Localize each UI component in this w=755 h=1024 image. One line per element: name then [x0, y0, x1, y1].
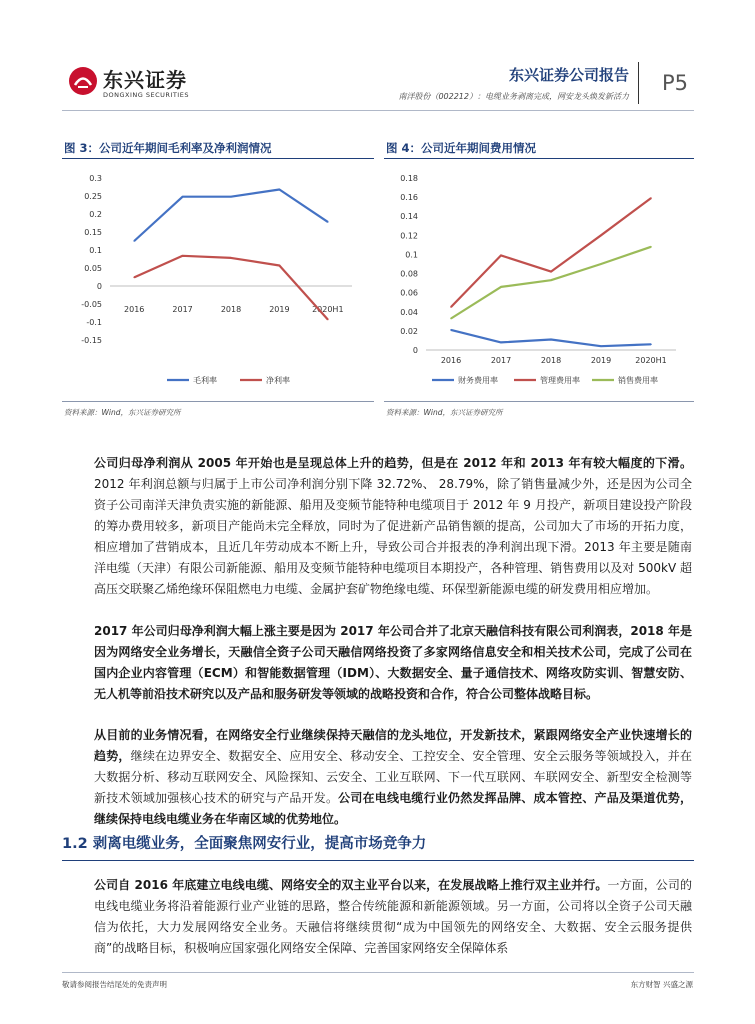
legend-label: 净利率 — [266, 376, 290, 385]
series-point-财务费用率 — [550, 339, 552, 341]
series-point-净利率 — [133, 277, 135, 279]
section-heading: 1.2 剥离电缆业务，全面聚焦网安行业，提高市场竞争力 — [62, 836, 427, 852]
series-point-毛利率 — [230, 196, 232, 198]
footer-disclaimer: 敬请参阅报告结尾处的免责声明 — [62, 980, 167, 989]
series-point-销售费用率 — [650, 246, 652, 248]
x-tick-label: 2020H1 — [312, 305, 344, 314]
legend-label: 毛利率 — [193, 376, 217, 385]
y-tick-label: -0.05 — [81, 300, 102, 309]
y-tick-label: 0.2 — [89, 210, 102, 219]
y-tick-label: 0.18 — [400, 174, 418, 183]
series-point-管理费用率 — [450, 306, 452, 308]
paragraph-4 — [94, 875, 692, 959]
paragraph-2-run-1: 2017 年公司归母净利润大幅上涨主要是因为 2017 年公司合并了北京天融信科技有限公司利润表，2018 年是因为网络安全业务增长，天融信全资子公司天融信网络投资了多家网络信息安全和相关技术公司，完成了公司在国内企业内容管理（ECM）和智能数据管理（IDM）、大数据安全、量子通信技术、网络攻防实训、智慧安防、无人机等前沿技术研究以及产品和服务研发等领域的战略投资和合作，符合公司整体战略目标。 — [94, 624, 692, 701]
figure-3-chart — [62, 166, 374, 396]
figure-3-bottom-rule — [62, 401, 374, 402]
x-tick-label: 2016 — [124, 305, 145, 314]
footer-slogan: 东方财智 兴盛之源 — [630, 980, 693, 989]
series-line-管理费用率 — [451, 198, 651, 307]
figure-4-bottom-rule — [384, 401, 694, 402]
series-point-毛利率 — [133, 240, 135, 242]
company-logo-english: DONGXING SECURITIES — [103, 91, 189, 99]
paragraph-4-run-2: 一方面，公司的电线电缆业务将沿着能源行业产业链的思路，整合传统能源和新能源领域。另一方面，公司将以全资子公司天融信为依托，大力发展网络安全业务。天融信将继续贯彻“成为中国领先的网络安全、大数据、安全云服务提供商”的战略目标，积极响应国家强化网络安全保障、完善国家网络安全保障体系 — [94, 878, 692, 955]
report-subtitle: 南洋股份（002212）：电缆业务剥离完成，网安龙头焕发新活力 — [398, 92, 629, 101]
series-point-毛利率 — [182, 196, 184, 198]
series-point-净利率 — [327, 319, 329, 321]
company-logo-name: 东兴证券 — [103, 68, 187, 92]
x-tick-label: 2019 — [590, 356, 612, 365]
y-tick-label: 0.05 — [84, 264, 102, 273]
series-point-财务费用率 — [650, 343, 652, 345]
header-divider — [638, 62, 639, 104]
y-tick-label: 0.14 — [400, 212, 418, 222]
paragraph-3 — [94, 725, 692, 830]
x-tick-label: 2020H1 — [635, 356, 667, 365]
x-tick-label: 2017 — [490, 356, 512, 365]
section-heading-rule — [62, 860, 694, 861]
header-rule — [62, 110, 694, 111]
y-tick-label: 0.08 — [400, 269, 418, 279]
series-point-管理费用率 — [600, 235, 602, 237]
y-tick-label: 0.3 — [89, 174, 102, 183]
figure-4-source: 资料来源：Wind，东兴证券研究所 — [386, 408, 503, 417]
series-point-净利率 — [230, 257, 232, 259]
paragraph-2 — [94, 621, 692, 705]
series-point-财务费用率 — [500, 342, 502, 344]
paragraph-1-run-1: 公司归母净利润从 2005 年开始也是呈现总体上升的趋势，但是在 2012 年和 2013 年有较大幅度的下滑。 — [94, 456, 692, 470]
series-point-净利率 — [279, 265, 281, 267]
series-point-销售费用率 — [550, 279, 552, 281]
paragraph-1 — [94, 453, 692, 600]
series-point-净利率 — [182, 255, 184, 257]
figure-4-chart — [384, 166, 694, 396]
series-point-销售费用率 — [600, 263, 602, 265]
paragraph-4-run-1: 公司自 2016 年底建立电线电缆、网络安全的双主业平台以来，在发展战略上推行双主业并行。 — [94, 878, 608, 892]
x-tick-label: 2018 — [540, 356, 562, 365]
y-tick-label: 0.16 — [400, 193, 418, 203]
footer-rule — [62, 972, 694, 973]
y-tick-label: -0.15 — [81, 336, 102, 345]
series-point-毛利率 — [327, 221, 329, 223]
series-point-财务费用率 — [600, 345, 602, 347]
series-line-销售费用率 — [451, 247, 651, 319]
y-tick-label: 0.02 — [400, 326, 418, 336]
series-point-管理费用率 — [500, 255, 502, 257]
legend-label: 销售费用率 — [618, 376, 658, 385]
y-tick-label: 0.06 — [400, 288, 418, 298]
series-point-管理费用率 — [550, 271, 552, 273]
x-tick-label: 2019 — [269, 305, 290, 314]
y-tick-label: 0.12 — [400, 231, 418, 241]
legend-label: 管理费用率 — [540, 376, 580, 385]
y-tick-label: 0.15 — [84, 228, 102, 237]
figure-3-source: 资料来源：Wind，东兴证券研究所 — [64, 408, 181, 417]
y-tick-label: 0 — [412, 346, 418, 355]
series-point-销售费用率 — [500, 286, 502, 288]
x-tick-label: 2016 — [440, 356, 462, 365]
paragraph-1-run-2: 2012 年利润总额与归属于上市公司净利润分别下降 32.72%、 28.79%，除了销售量减少外，还是因为公司全资子公司南洋天津负责实施的新能源、船用及变频节能特种电缆项目于 2012 年 9 月投产，新项目建设投产阶段的筹办费用较多，新项目产能尚未完全释放，同时为了促进新产品销售额的提高，公司加大了市场的开拓力度，相应增加了营销成本，且近几年劳动成本不断上升，导致公司合并报表的净利润出现下滑。2013 年主要是随南洋电缆（天津）有限公司新能源、船用及变频节能特种电缆项目本期投产，各种管理、销售费用以及对 500kV 超高压交联聚乙烯绝缘环保阻燃电力电缆、金属护套矿物绝缘电缆、环保型新能源电缆的研发费用相应增加。 — [94, 477, 692, 596]
x-tick-label: 2018 — [220, 305, 242, 314]
report-title: 东兴证券公司报告 — [508, 66, 629, 84]
figure-3-title-rule — [62, 158, 374, 159]
series-point-销售费用率 — [450, 318, 452, 320]
paragraph-3-run-2: 继续在边界安全、数据安全、应用安全、移动安全、工控安全、安全管理、安全云服务等领域投入，并在大数据分析、移动互联网安全、风险探知、云安全、工业互联网、下一代互联网、车联网安全、新型安全检测等新技术领域加强核心技术的研究与产品开发。 — [94, 749, 692, 805]
y-tick-label: 0.1 — [89, 246, 102, 255]
figure-4-title-rule — [384, 158, 694, 159]
legend-label: 财务费用率 — [458, 376, 498, 385]
series-point-财务费用率 — [450, 329, 452, 331]
y-tick-label: 0 — [96, 282, 102, 291]
figure-4-title: 图 4：公司近年期间费用情况 — [386, 141, 537, 155]
paragraph-3-run-1: 从目前的业务情况看，在网络安全行业继续保持天融信的龙头地位，开发新技术，紧跟网络安全产业快速增长的趋势， — [94, 728, 692, 763]
y-tick-label: 0.04 — [400, 307, 418, 317]
y-tick-label: -0.1 — [86, 318, 102, 327]
y-tick-label: 0.1 — [405, 250, 418, 260]
series-point-毛利率 — [279, 189, 281, 191]
figure-3-title: 图 3：公司近年期间毛利率及净利润情况 — [64, 141, 272, 155]
y-tick-label: 0.25 — [84, 192, 102, 201]
page-number: P5 — [662, 71, 689, 95]
paragraph-3-run-3: 公司在电线电缆行业仍然发挥品牌、成本管控、产品及渠道优势，继续保持电线电缆业务在华南区域的优势地位。 — [94, 791, 692, 826]
series-line-财务费用率 — [451, 330, 651, 346]
company-logo-icon — [68, 66, 98, 96]
series-point-管理费用率 — [650, 197, 652, 199]
x-tick-label: 2017 — [172, 305, 193, 314]
